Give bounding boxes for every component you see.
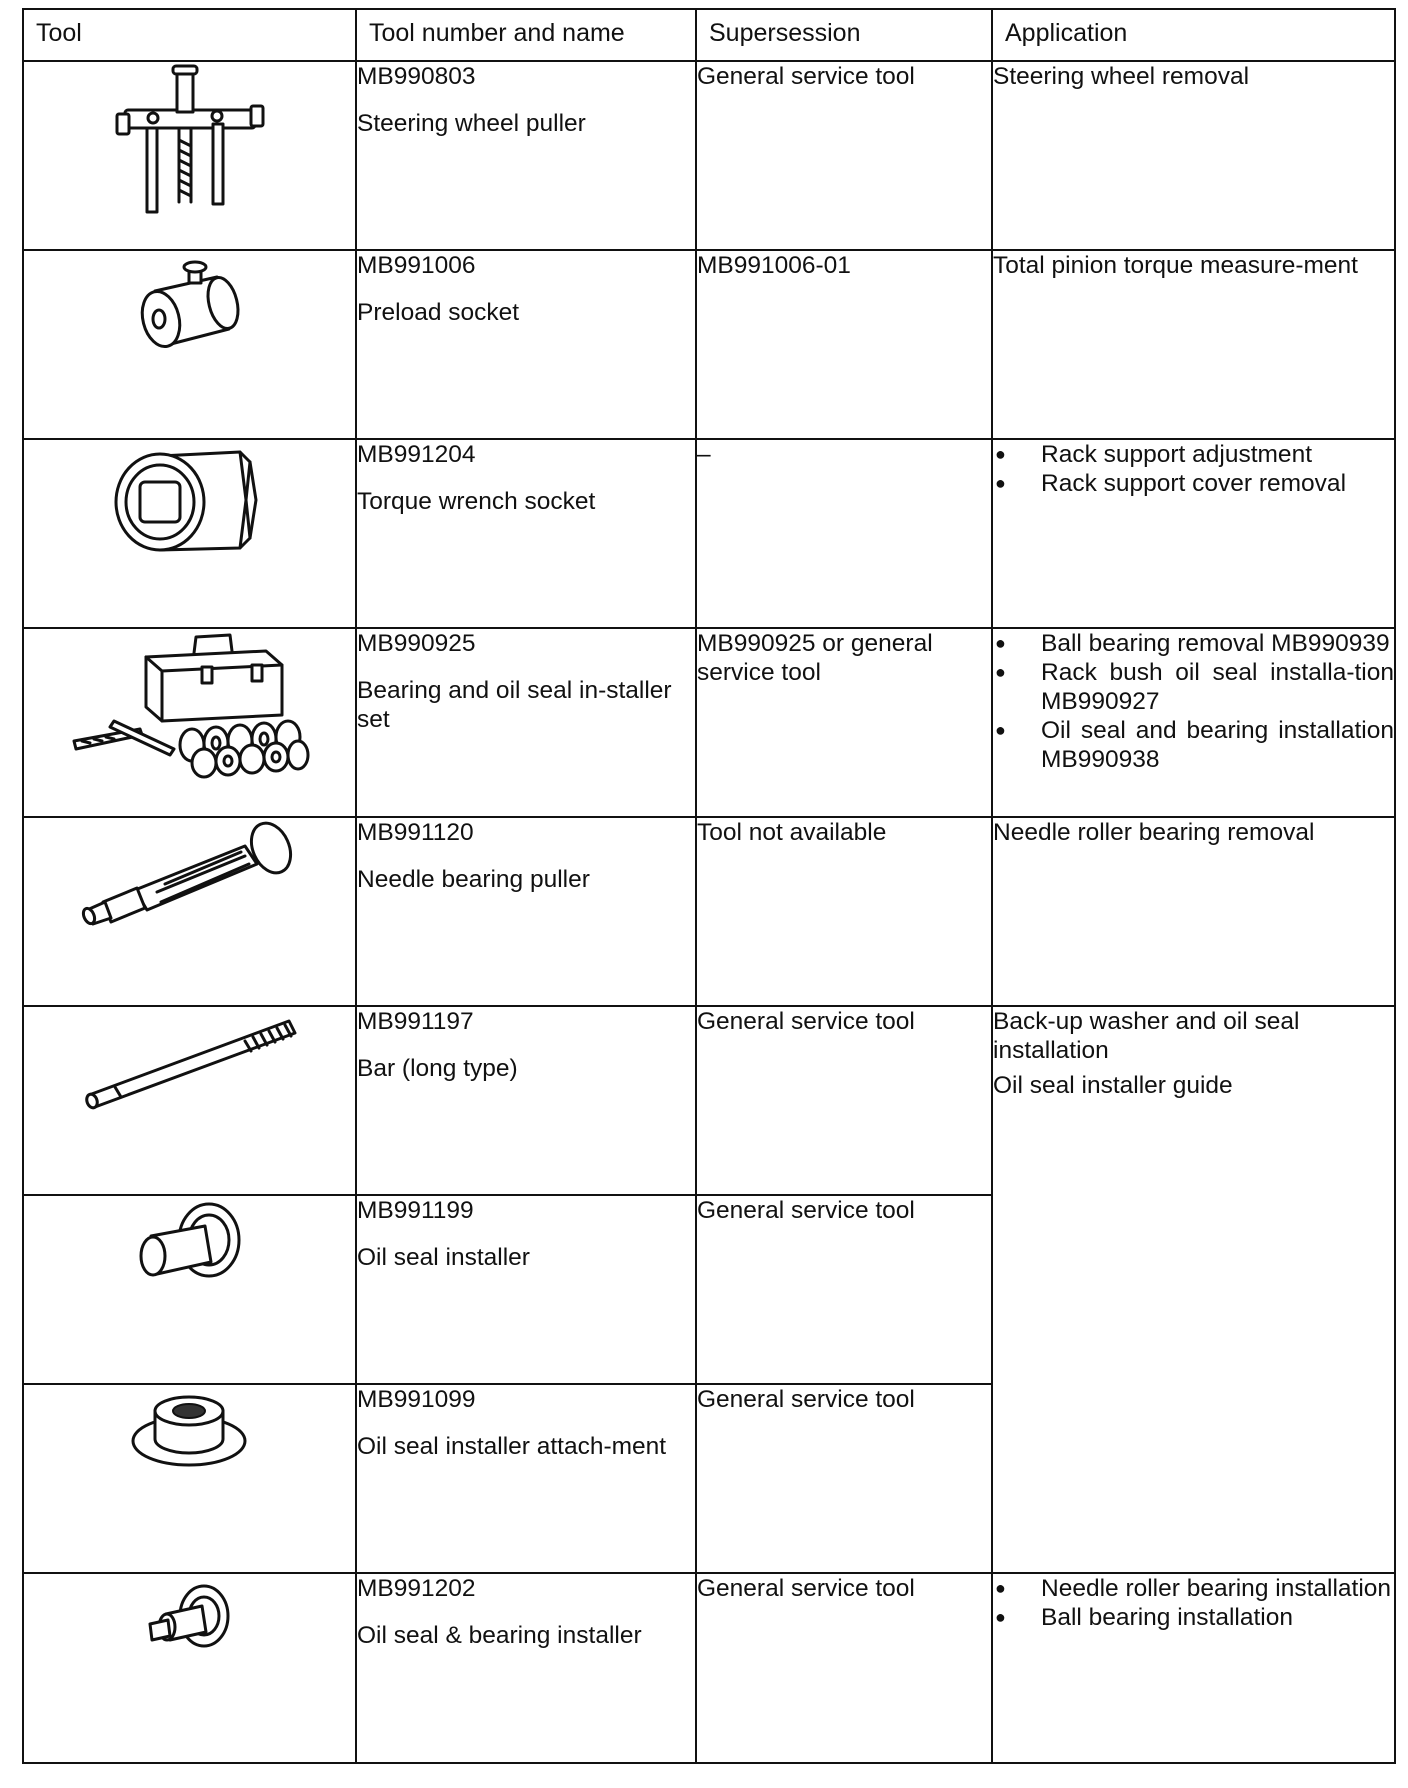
tool-number-name-cell (356, 61, 696, 250)
oil-seal-installer-attachment-icon (125, 1385, 255, 1475)
supersession-cell: General service tool (696, 1195, 992, 1384)
tool-number: MB991204 (357, 441, 476, 468)
tool-number-name-cell (356, 628, 696, 817)
special-tools-table (22, 8, 1396, 1764)
tool-name: Torque wrench socket (357, 488, 596, 515)
tool-number-name-cell (356, 1384, 696, 1573)
application-cell (992, 439, 1395, 628)
header-tool: Tool (23, 9, 356, 61)
supersession-cell: General service tool (696, 1384, 992, 1573)
table-row (23, 250, 1395, 439)
application-line: Back-up washer and oil seal installation (993, 1008, 1300, 1064)
tool-number-name-cell (356, 439, 696, 628)
supersession-cell: General service tool (696, 1573, 992, 1763)
tool-name: Steering wheel puller (357, 110, 586, 137)
tool-name: Oil seal installer attach-ment (357, 1433, 667, 1460)
application-item: ● Rack bush oil seal installa-tion MB990927 (993, 658, 1394, 716)
bar-long-type-icon (75, 1007, 305, 1117)
tool-number-name-cell (356, 817, 696, 1006)
tool-illustration-cell (23, 61, 356, 250)
tool-name: Oil seal & bearing installer (357, 1622, 642, 1649)
application-cell: Steering wheel removal (992, 61, 1395, 250)
special-tools-sheet (22, 8, 1394, 1759)
table-row (23, 439, 1395, 628)
table-header-row (23, 9, 1395, 61)
supersession-cell: Tool not available (696, 817, 992, 1006)
application-item: ● Needle roller bearing installation (993, 1574, 1394, 1603)
application-cell (992, 1006, 1395, 1573)
tool-name: Oil seal installer (357, 1244, 530, 1271)
table-row (23, 61, 1395, 250)
tool-number: MB991099 (357, 1386, 476, 1413)
tool-number-name-cell (356, 1006, 696, 1195)
tool-name: Bar (long type) (357, 1055, 518, 1082)
tool-illustration-cell (23, 1384, 356, 1573)
tool-illustration-cell (23, 1573, 356, 1763)
application-item: ● Oil seal and bearing installation MB990938 (993, 716, 1394, 774)
table-row (23, 817, 1395, 1006)
header-supersession: Supersession (696, 9, 992, 61)
table-row (23, 1573, 1395, 1763)
tool-illustration-cell (23, 628, 356, 817)
tool-number: MB990803 (357, 63, 476, 90)
tool-illustration-cell (23, 817, 356, 1006)
preload-socket-icon (125, 251, 255, 361)
header-tool-number-name: Tool number and name (356, 9, 696, 61)
supersession-cell: General service tool (696, 1006, 992, 1195)
tool-illustration-cell (23, 250, 356, 439)
bearing-seal-installer-set-icon (70, 629, 310, 779)
supersession-cell: MB990925 or general service tool (696, 628, 992, 817)
table-row (23, 628, 1395, 817)
tool-number-name-cell (356, 1573, 696, 1763)
application-cell: Total pinion torque measure-ment (992, 250, 1395, 439)
application-cell: Needle roller bearing removal (992, 817, 1395, 1006)
supersession-cell: General service tool (696, 61, 992, 250)
application-cell (992, 628, 1395, 817)
application-cell (992, 1573, 1395, 1763)
tool-number: MB991120 (357, 819, 474, 846)
application-list (993, 629, 1394, 774)
tool-name: Bearing and oil seal in-staller set (357, 677, 672, 733)
tool-name: Preload socket (357, 299, 520, 326)
needle-bearing-puller-icon (75, 818, 305, 928)
tool-number: MB991006 (357, 252, 476, 279)
supersession-cell: – (696, 439, 992, 628)
tool-illustration-cell (23, 1195, 356, 1384)
tool-number-name-cell (356, 250, 696, 439)
oil-seal-bearing-installer-icon (140, 1574, 240, 1664)
tool-number-name-cell (356, 1195, 696, 1384)
oil-seal-installer-icon (125, 1196, 255, 1296)
application-item: ● Ball bearing removal MB990939 (993, 629, 1394, 658)
application-list (993, 1574, 1394, 1632)
tool-number: MB991199 (357, 1197, 474, 1224)
torque-wrench-socket-icon (100, 440, 280, 560)
application-item: ● Rack support cover removal (993, 469, 1394, 498)
tool-illustration-cell (23, 1006, 356, 1195)
steering-wheel-puller-icon (105, 62, 275, 222)
application-line: Oil seal installer guide (993, 1072, 1233, 1099)
supersession-cell: MB991006-01 (696, 250, 992, 439)
table-row (23, 1006, 1395, 1195)
tool-name: Needle bearing puller (357, 866, 590, 893)
application-item: ● Ball bearing installation (993, 1603, 1394, 1632)
tool-illustration-cell (23, 439, 356, 628)
application-item: ● Rack support adjustment (993, 440, 1394, 469)
tool-number: MB991197 (357, 1008, 474, 1035)
header-application: Application (992, 9, 1395, 61)
tool-number: MB991202 (357, 1575, 476, 1602)
application-list (993, 440, 1394, 498)
tool-number: MB990925 (357, 630, 476, 657)
